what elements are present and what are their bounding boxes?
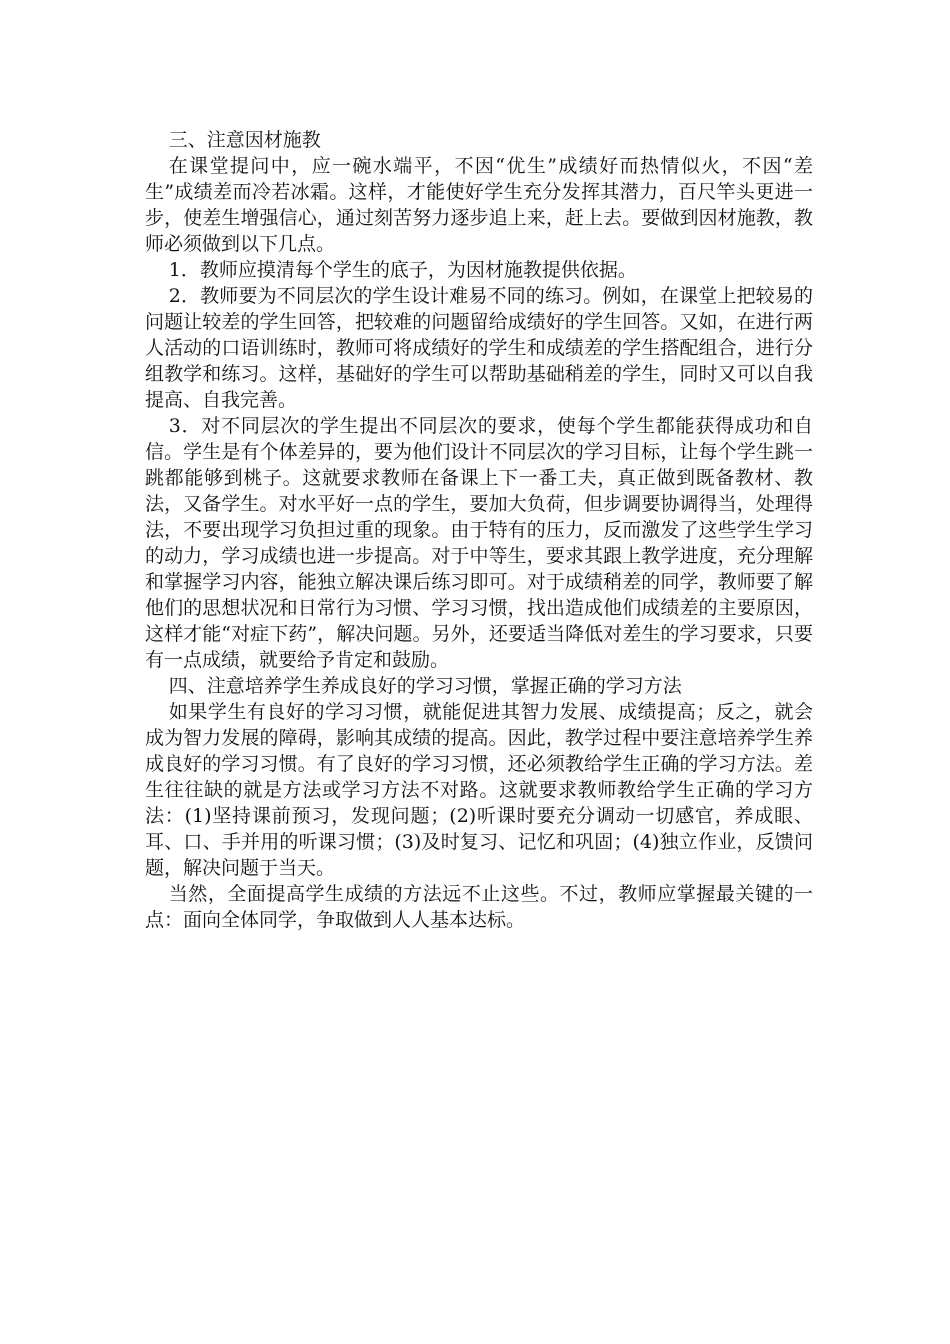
- paragraph-conclusion: 当然，全面提高学生成绩的方法远不止这些。不过，教师应掌握最关键的一点：面向全体同学，争取做到人人基本达标。: [145, 883, 813, 931]
- paragraph-point-2: 2．教师要为不同层次的学生设计难易不同的练习。例如，在课堂上把较易的问题让较差的学生回答，把较难的问题留给成绩好的学生回答。又如，在进行两人活动的口语训练时，教师可将成绩好的学生和成绩差的学生搭配组合，进行分组教学和练习。这样，基础好的学生可以帮助基础稍差的学生，同时又可以自我提高、自我完善。: [145, 285, 813, 411]
- paragraph-habits: 如果学生有良好的学习习惯，就能促进其智力发展、成绩提高；反之，就会成为智力发展的障碍，影响其成绩的提高。因此，教学过程中要注意培养学生养成良好的学习习惯。有了良好的学习习惯，还必须教给学生正确的学习方法。差生往往缺的就是方法或学习方法不对路。这就要求教师教给学生正确的学习方法：(1)坚持课前预习，发现问题；(2)听课时要充分调动一切感官，养成眼、耳、口、手并用的听课习惯；(3)及时复习、记忆和巩固；(4)独立作业，反馈问题，解决问题于当天。: [145, 701, 813, 879]
- paragraph-point-1: 1．教师应摸清每个学生的底子，为因材施教提供依据。: [168, 259, 637, 281]
- section-heading-four: 四、注意培养学生养成良好的学习习惯，掌握正确的学习方法: [168, 675, 682, 697]
- paragraph-point-3: 3．对不同层次的学生提出不同层次的要求，使每个学生都能获得成功和自信。学生是有个体差异的，要为他们设计不同层次的学习目标，让每个学生跳一跳都能够到桃子。这就要求教师在备课上下一番工夫，真正做到既备教材、教法，又备学生。对水平好一点的学生，要加大负荷，但步调要协调得当，处理得法，不要出现学习负担过重的现象。由于特有的压力，反而激发了这些学生学习的动力，学习成绩也进一步提高。对于中等生，要求其跟上教学进度，充分理解和掌握学习内容，能独立解决课后练习即可。对于成绩稍差的同学，教师要了解他们的思想状况和日常行为习惯、学习习惯，找出造成他们成绩差的主要原因，这样才能“对症下药”，解决问题。另外，还要适当降低对差生的学习要求，只要有一点成绩，就要给予肯定和鼓励。: [145, 415, 813, 671]
- section-heading-three: 三、注意因材施教: [168, 129, 321, 151]
- document-body: [145, 127, 813, 933]
- paragraph-intro: 在课堂提问中，应一碗水端平，不因“优生”成绩好而热情似火，不因“差生”成绩差而冷若冰霜。这样，才能使好学生充分发挥其潜力，百尺竿头更进一步，使差生增强信心，通过刻苦努力逐步追上来，赶上去。要做到因材施教，教师必须做到以下几点。: [145, 155, 813, 255]
